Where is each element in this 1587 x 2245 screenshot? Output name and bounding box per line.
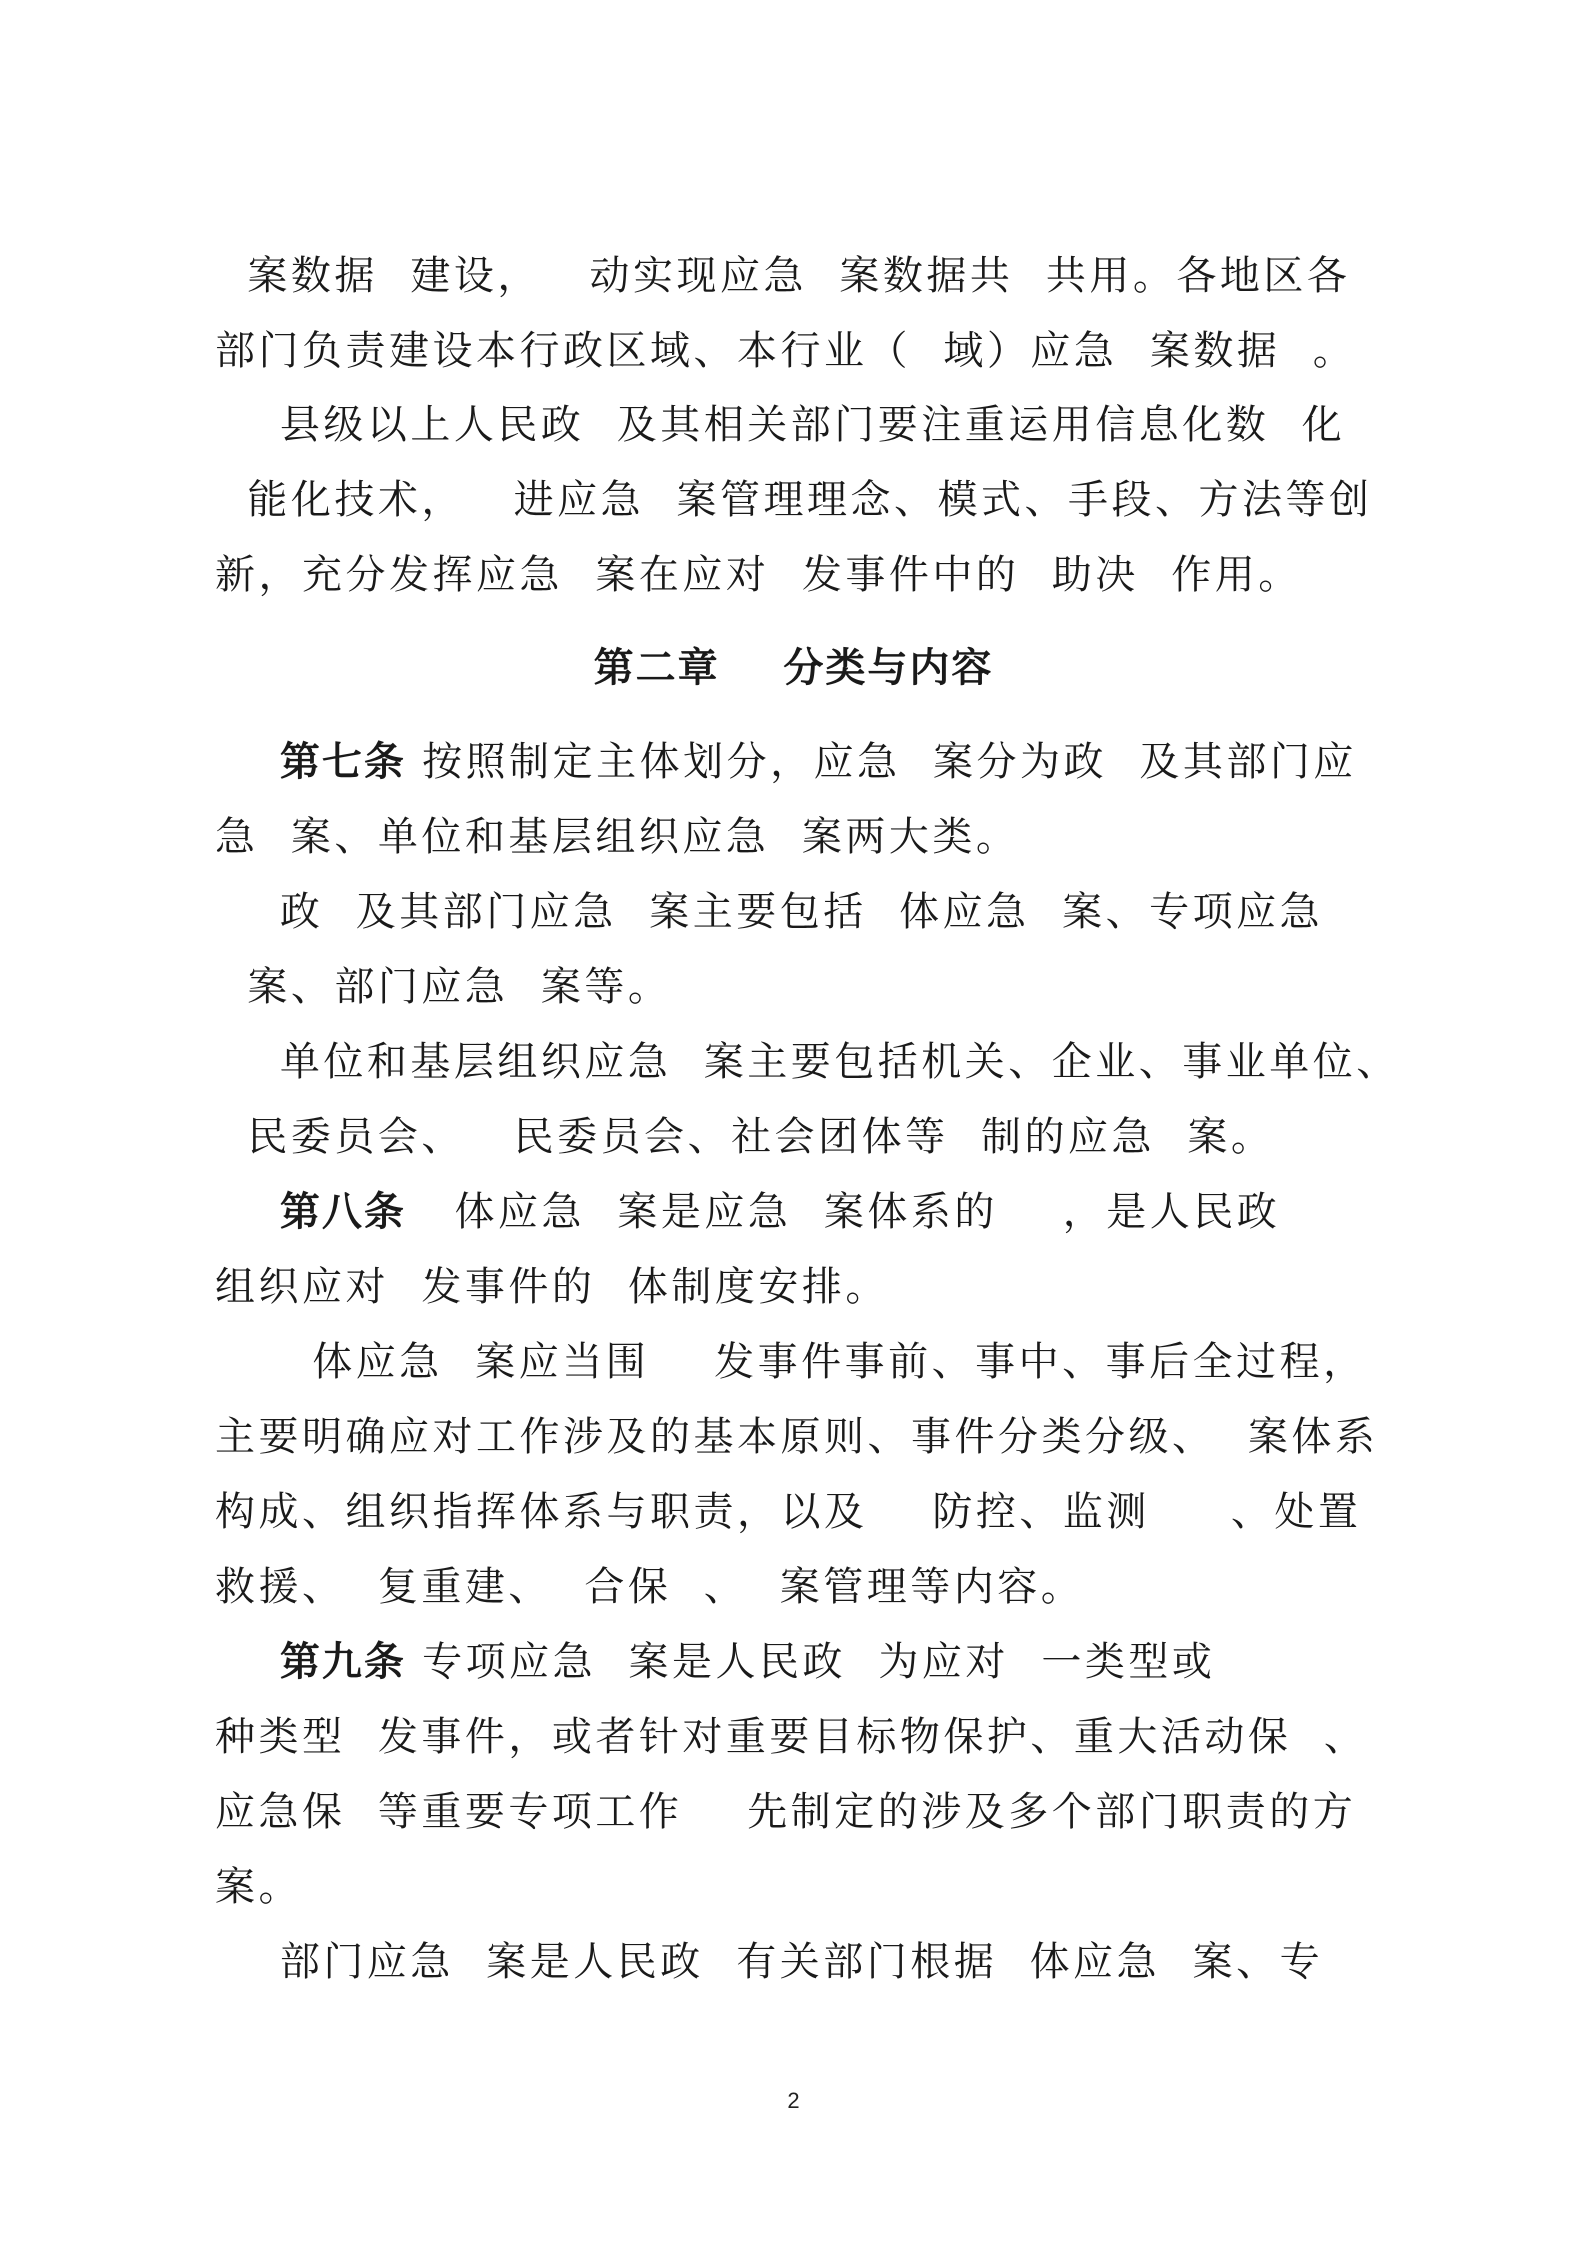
body-line: 单位和基层组织应急 案主要包括机关、企业、事业单位、 <box>215 1039 1400 1085</box>
body-line: 应急保 等重要专项工作 先制定的涉及多个部门职责的方 <box>215 1789 1357 1835</box>
body-line: 政 及其部门应急 案主要包括 体应急 案、专项应急 <box>215 889 1324 935</box>
body-line: 能化技术， 进应急 案管理理念、模式、手段、方法等创 <box>215 477 1373 523</box>
chapter-heading: 第二章 分类与内容 <box>593 645 994 691</box>
page-number: 2 <box>787 2088 800 2113</box>
article-9-label: 第九条 <box>279 1639 406 1685</box>
body-line: 救援、 复重建、 合保 、 案管理等内容。 <box>215 1564 1085 1610</box>
body-line: 种类型 发事件，或者针对重要目标物保护、重大活动保 、 <box>215 1714 1368 1760</box>
body-line: 主要明确应对工作涉及的基本原则、事件分类分级、 案体系 <box>215 1414 1379 1460</box>
article-8-text: 体应急 案是应急 案体系的 ，是人民政 <box>405 1189 1281 1235</box>
article-9-first-line <box>215 1624 1375 1700</box>
body-line: 部门负责建设本行政区域、本行业（ 域）应急 案数据 。 <box>215 328 1357 374</box>
body-line: 案、部门应急 案等。 <box>215 964 672 1010</box>
body-line: 急 案、单位和基层组织应急 案两大类。 <box>215 814 1020 860</box>
article-8-first-line <box>215 1174 1375 1250</box>
article-7-first-line <box>215 724 1375 800</box>
article-7-text: 按照制定主体划分，应急 案分为政 及其部门应 <box>405 739 1357 785</box>
body-line: 组织应对 发事件的 体制度安排。 <box>215 1264 889 1310</box>
article-7-label: 第七条 <box>279 739 406 785</box>
body-line: 县级以上人民政 及其相关部门要注重运用信息化数 化 <box>215 402 1346 448</box>
body-line: 部门应急 案是人民政 有关部门根据 体应急 案、专 <box>215 1939 1324 1985</box>
article-8-label: 第八条 <box>279 1189 406 1235</box>
body-line: 民委员会、 民委员会、社会团体等 制的应急 案。 <box>215 1114 1275 1160</box>
article-9-text: 专项应急 案是人民政 为应对 一类型或 <box>405 1639 1216 1685</box>
body-line: 新，充分发挥应急 案在应对 发事件中的 助决 作用。 <box>215 552 1302 598</box>
body-line: 构成、组织指挥体系与职责，以及 防控、监测 、处置 <box>215 1489 1362 1535</box>
body-line: 案数据 建设， 动实现应急 案数据共 共用。各地区各 <box>215 253 1351 299</box>
body-line: 案。 <box>215 1864 302 1910</box>
body-line: 体应急 案应当围 发事件事前、事中、事后全过程， <box>215 1339 1367 1385</box>
